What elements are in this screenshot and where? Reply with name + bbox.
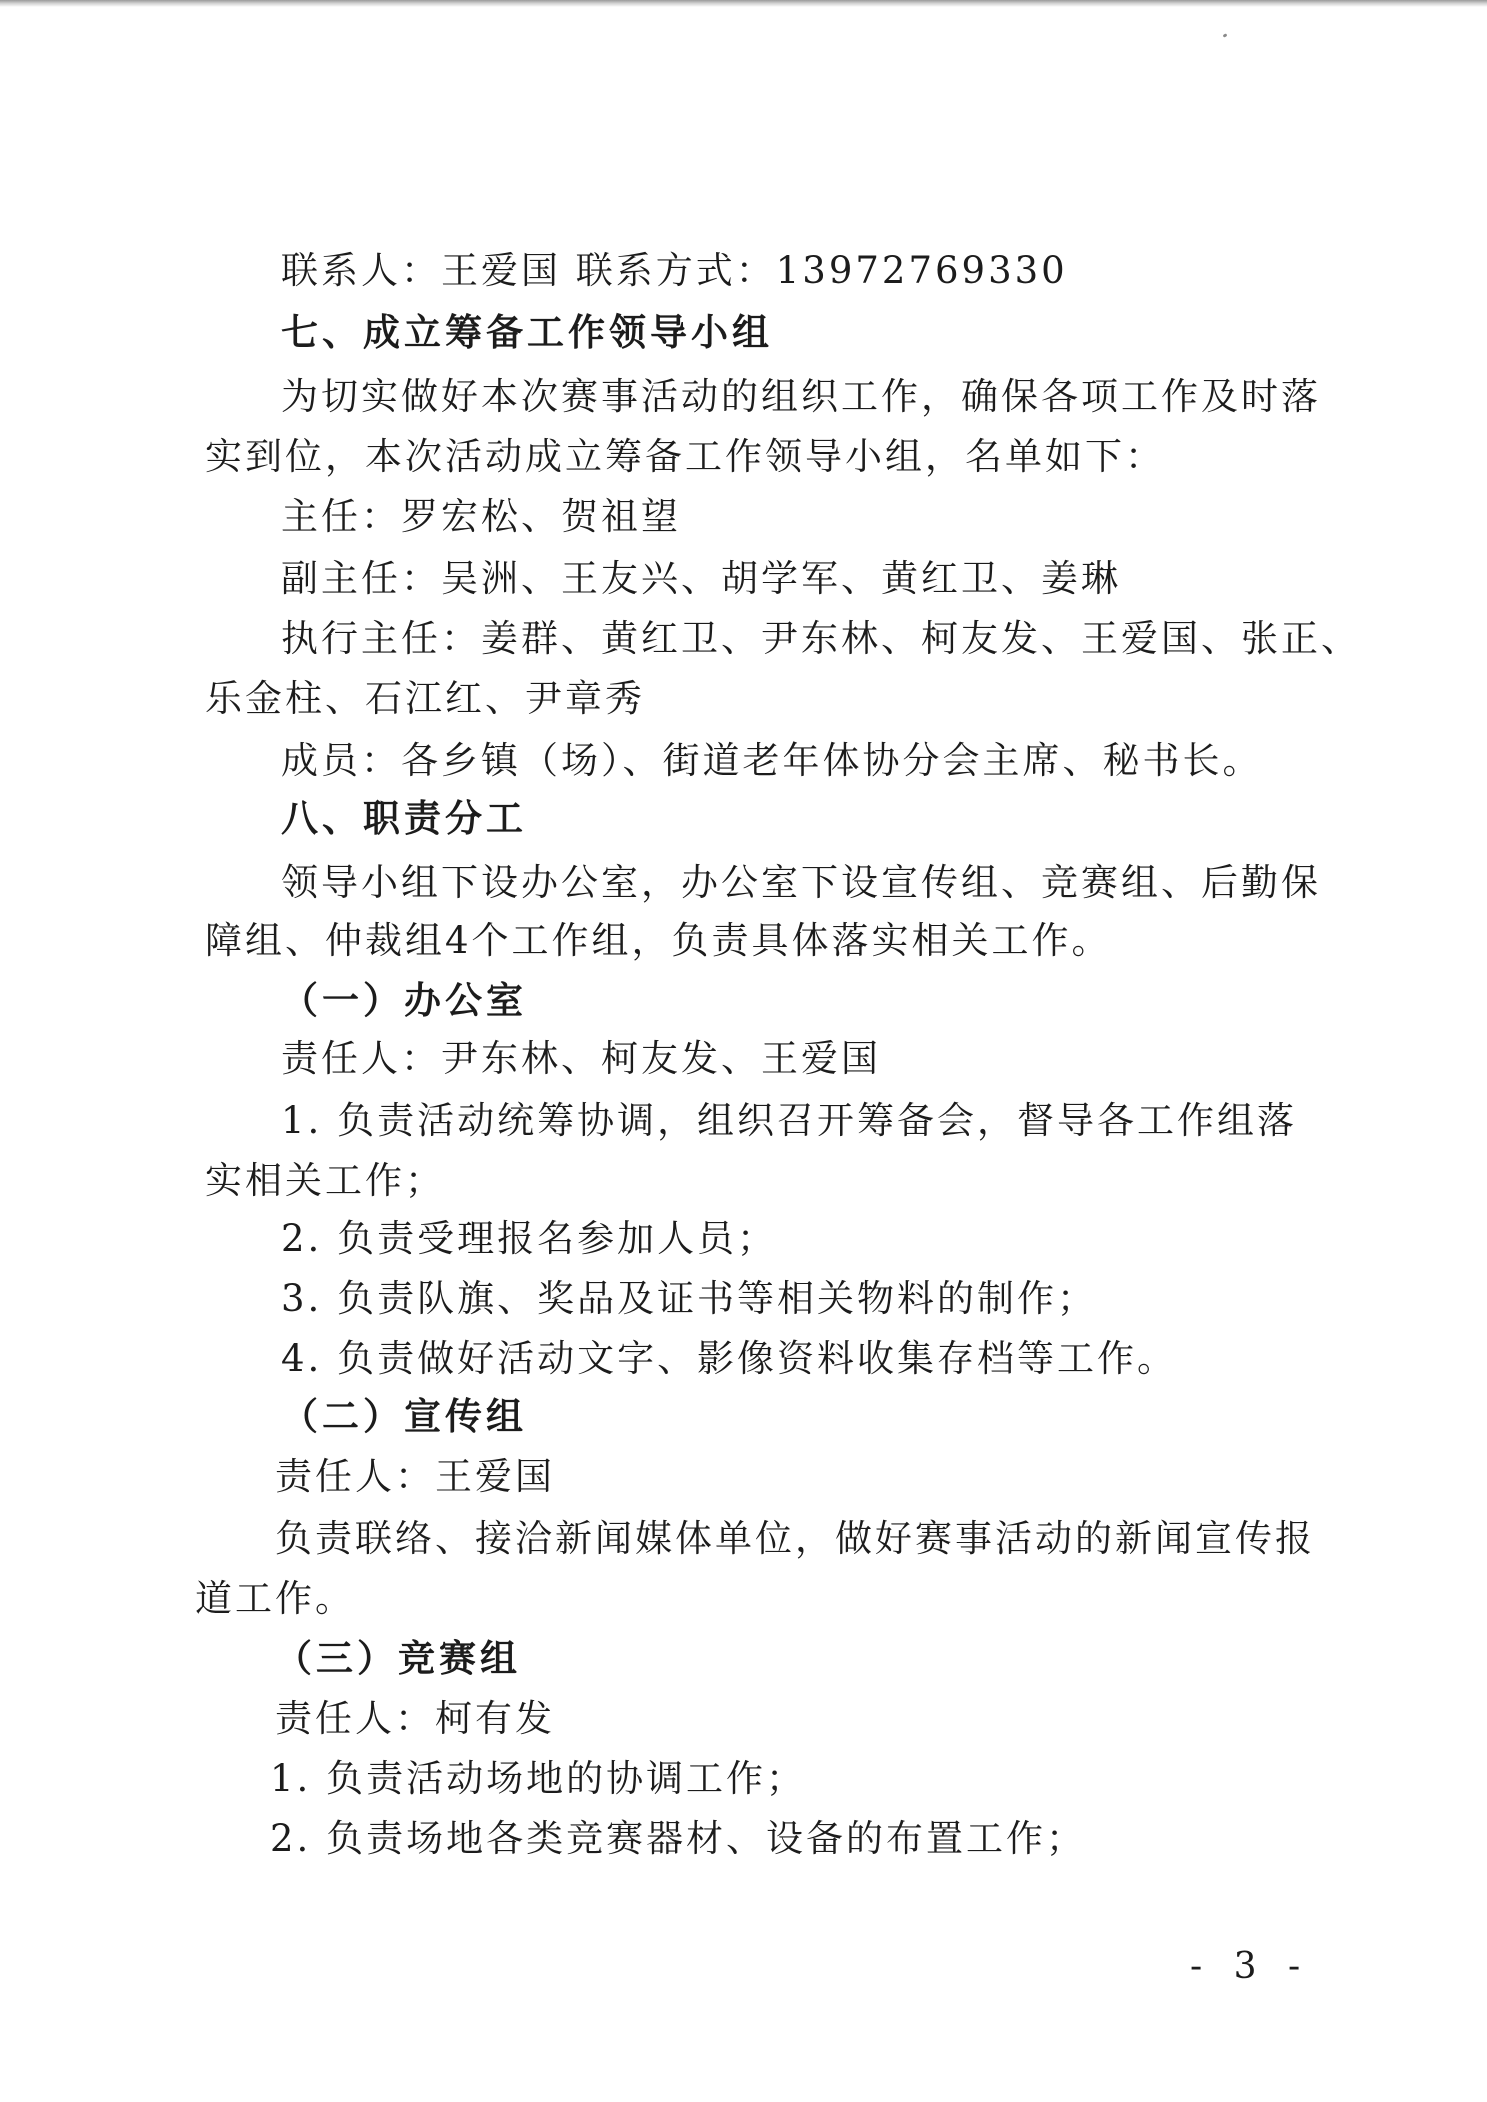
list-item: 3. 负责队旗、奖品及证书等相关物料的制作；: [281, 1277, 1098, 1320]
list-item: 1. 负责活动统筹协调，组织召开筹备会，督导各工作组落: [281, 1099, 1298, 1142]
subsection-heading-publicity: （二）宣传组: [281, 1395, 527, 1438]
responsible-person-line: 责任人：王爱国: [275, 1455, 555, 1498]
list-item: 2. 负责受理报名参加人员；: [281, 1217, 778, 1260]
scan-speck: [1223, 33, 1228, 38]
subsection-heading-competition: （三）竞赛组: [275, 1637, 521, 1680]
executive-director-line-cont: 乐金柱、石江红、尹章秀: [205, 677, 645, 720]
contact-line: 联系人：王爱国 联系方式：13972769330: [281, 249, 1068, 292]
list-item: 2. 负责场地各类竞赛器材、设备的布置工作；: [270, 1817, 1087, 1860]
paragraph-line: 障组、仲裁组4个工作组，负责具体落实相关工作。: [205, 919, 1112, 962]
deputy-director-line: 副主任：吴洲、王友兴、胡学军、黄红卫、姜琳: [281, 557, 1121, 600]
list-item: 4. 负责做好活动文字、影像资料收集存档等工作。: [281, 1337, 1178, 1380]
executive-director-line: 执行主任：姜群、黄红卫、尹东林、柯友发、王爱国、张正、: [281, 617, 1361, 660]
scan-top-edge: [0, 0, 1487, 7]
director-line: 主任：罗宏松、贺祖望: [281, 495, 681, 538]
paragraph-line: 负责联络、接洽新闻媒体单位，做好赛事活动的新闻宣传报: [275, 1517, 1315, 1560]
responsible-person-line: 责任人：柯有发: [275, 1697, 555, 1740]
section-heading-8: 八、职责分工: [281, 797, 527, 840]
responsible-person-line: 责任人：尹东林、柯友发、王爱国: [281, 1037, 881, 1080]
paragraph-line: 道工作。: [195, 1577, 355, 1620]
page-number: - 3 -: [1190, 1946, 1311, 1987]
paragraph-line: 为切实做好本次赛事活动的组织工作，确保各项工作及时落: [281, 375, 1321, 418]
section-heading-7: 七、成立筹备工作领导小组: [281, 311, 773, 354]
paragraph-line: 实到位，本次活动成立筹备工作领导小组，名单如下：: [205, 435, 1165, 478]
list-item-cont: 实相关工作；: [205, 1159, 445, 1202]
list-item: 1. 负责活动场地的协调工作；: [270, 1757, 807, 1800]
subsection-heading-office: （一）办公室: [281, 979, 527, 1022]
paragraph-line: 领导小组下设办公室，办公室下设宣传组、竞赛组、后勤保: [281, 861, 1321, 904]
members-line: 成员：各乡镇（场）、街道老年体协分会主席、秘书长。: [281, 739, 1263, 782]
